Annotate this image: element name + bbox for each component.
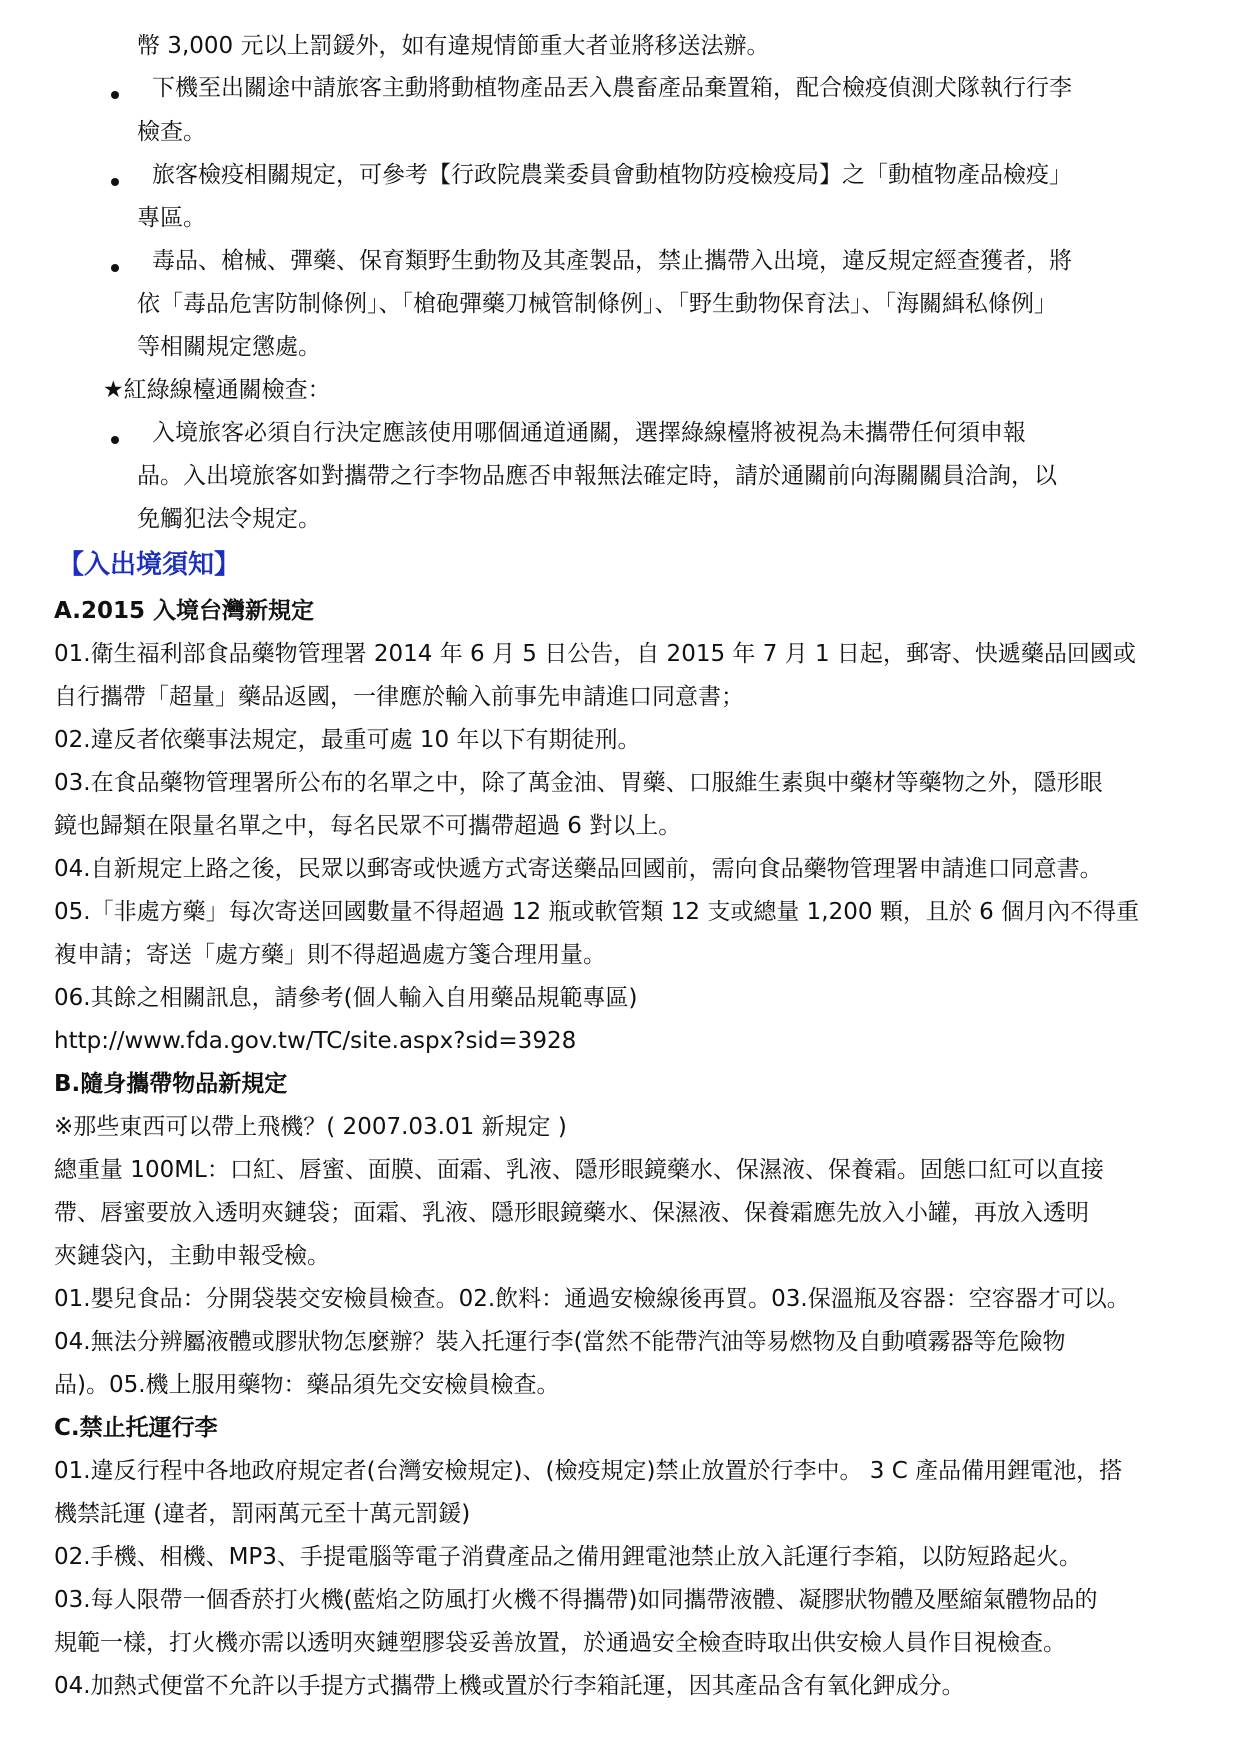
- text-line: ※那些東西可以帶上飛機？( 2007.03.01 新規定 ): [54, 1114, 567, 1140]
- text-line: 規範一樣，打火機亦需以透明夾鏈塑膠袋妥善放置，於通過安全檢查時取出供安檢人員作目視檢查。: [54, 1630, 1066, 1656]
- text-line: 入境旅客必須自行決定應該使用哪個通道通關，選擇綠線檯將被視為未攜帶任何須申報: [152, 420, 1026, 446]
- text-line: 06.其餘之相關訊息，請參考(個人輸入自用藥品規範專區): [54, 985, 638, 1011]
- text-line: 毒品、槍械、彈藥、保育類野生動物及其產製品，禁止攜帶入出境，違反規定經查獲者，將: [152, 248, 1072, 274]
- text-line: 02.手機、相機、MP3、手提電腦等電子消費產品之備用鋰電池禁止放入託運行李箱，以防短路起火。: [54, 1544, 1082, 1570]
- text-line: 夾鏈袋內，主動申報受檢。: [54, 1243, 330, 1269]
- text-line: 02.違反者依藥事法規定，最重可處 10 年以下有期徒刑。: [54, 727, 641, 753]
- text-line: 機禁託運 (違者，罰兩萬元至十萬元罰鍰): [54, 1501, 471, 1527]
- text-line: 等相關規定懲處。: [137, 334, 321, 360]
- text-line: 03.每人限帶一個香菸打火機(藍焰之防風打火機不得攜帶)如同攜帶液體、凝膠狀物體及壓縮氣體物品的: [54, 1587, 1098, 1613]
- text-line: 01.嬰兒食品：分開袋裝交安檢員檢查。02.飲料：通過安檢線後再買。03.保溫瓶及容器：空容器才可以。: [54, 1286, 1130, 1312]
- bullet-icon: [111, 91, 119, 99]
- text-line: 免觸犯法令規定。: [137, 506, 321, 532]
- text-line: 幣 3,000 元以上罰鍰外，如有違規情節重大者並將移送法辦。: [137, 33, 770, 59]
- text-line: 鏡也歸類在限量名單之中，每名民眾不可攜帶超過 6 對以上。: [54, 813, 682, 839]
- text-line: 專區。: [137, 205, 206, 231]
- text-line: 品)。05.機上服用藥物：藥品須先交安檢員檢查。: [54, 1372, 560, 1398]
- text-line: 01.衛生福利部食品藥物管理署 2014 年 6 月 5 日公告，自 2015 年 7 月 1 日起，郵寄、快遞藥品回國或: [54, 641, 1136, 667]
- text-line: 自行攜帶「超量」藥品返國，一律應於輸入前事先申請進口同意書；: [54, 684, 744, 710]
- section-a-title: A.2015 入境台灣新規定: [54, 598, 314, 624]
- text-line: 04.無法分辨屬液體或膠狀物怎麼辦？裝入托運行李(當然不能帶汽油等易燃物及自動噴霧器等危險物: [54, 1329, 1066, 1355]
- bullet-icon: [111, 264, 119, 272]
- section-b-title: B.隨身攜帶物品新規定: [54, 1071, 288, 1097]
- text-line: 05.「非處方藥」每次寄送回國數量不得超過 12 瓶或軟管類 12 支或總量 1,200 顆，且於 6 個月內不得重: [54, 899, 1140, 925]
- text-line: 品。入出境旅客如對攜帶之行李物品應否申報無法確定時，請於通關前向海關關員洽詢，以: [137, 463, 1057, 489]
- text-line: 帶、唇蜜要放入透明夾鏈袋；面霜、乳液、隱形眼鏡藥水、保濕液、保養霜應先放入小罐，再放入透明: [54, 1200, 1089, 1226]
- text-line: 旅客檢疫相關規定，可參考【行政院農業委員會動植物防疫檢疫局】之「動植物產品檢疫」: [152, 162, 1072, 188]
- section-c-title: C.禁止托運行李: [54, 1415, 218, 1441]
- fda-url-link[interactable]: http://www.fda.gov.tw/TC/site.aspx?sid=3928: [54, 1028, 577, 1054]
- text-line: 檢查。: [137, 119, 206, 145]
- text-line: 複申請；寄送「處方藥」則不得超過處方箋合理用量。: [54, 942, 606, 968]
- text-line: 03.在食品藥物管理署所公布的名單之中，除了萬金油、胃藥、口服維生素與中藥材等藥物之外，隱形眼: [54, 770, 1103, 796]
- bullet-icon: [111, 436, 119, 444]
- text-line: 04.加熱式便當不允許以手提方式攜帶上機或置於行李箱託運，因其產品含有氧化鉀成分。: [54, 1673, 965, 1699]
- text-line: 04.自新規定上路之後，民眾以郵寄或快遞方式寄送藥品回國前，需向食品藥物管理署申請進口同意書。: [54, 856, 1103, 882]
- text-line: 總重量 100ML：口紅、唇蜜、面膜、面霜、乳液、隱形眼鏡藥水、保濕液、保養霜。固態口紅可以直接: [54, 1157, 1104, 1183]
- text-line: 01.違反行程中各地政府規定者(台灣安檢規定)、(檢疫規定)禁止放置於行李中。 3 C 產品備用鋰電池，搭: [54, 1458, 1123, 1484]
- bullet-icon: [111, 178, 119, 186]
- text-line: 下機至出關途中請旅客主動將動植物產品丟入農畜產品棄置箱，配合檢疫偵測犬隊執行行李: [152, 75, 1072, 101]
- text-line: 依「毒品危害防制條例」、「槍砲彈藥刀械管制條例」、「野生動物保育法」、「海關緝私條例」: [137, 291, 1057, 317]
- red-green-lane-heading: ★紅綠線檯通關檢查：: [103, 377, 331, 403]
- section-title: 【入出境須知】: [58, 550, 241, 580]
